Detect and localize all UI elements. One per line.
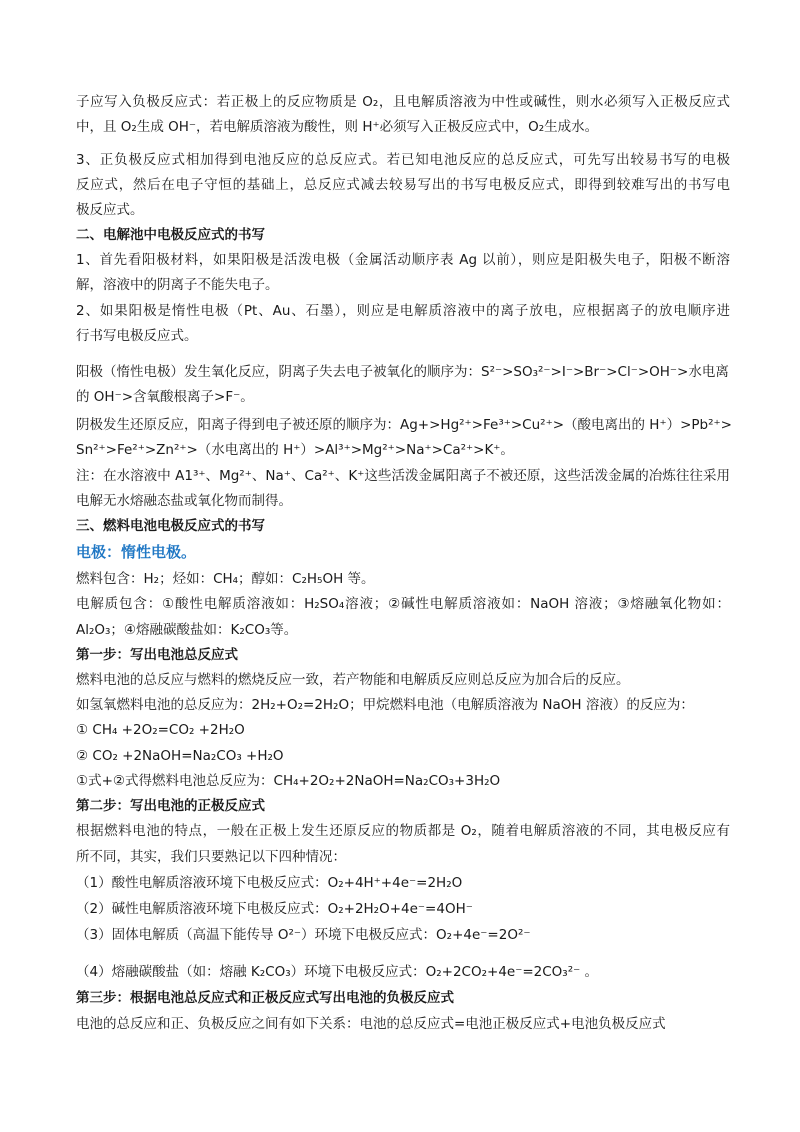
step-heading: 第二步：写出电池的正极反应式 xyxy=(76,798,265,814)
paragraph-line: 解，溶液中的阴离子不能失电子。 xyxy=(76,277,279,293)
step-heading: 第三步：根据电池总反应式和正极反应式写出电池的负极反应式 xyxy=(76,990,454,1006)
paragraph-line: 电解质包含：①酸性电解质溶液如：H₂SO₄溶液；②碱性电解质溶液如：NaOH 溶液；③熔融氧化物如： xyxy=(76,596,730,612)
equation-line: ① CH₄ +2O₂=CO₂ +2H₂O xyxy=(76,722,245,738)
paragraph-line: 燃料包含：H₂；烃如：CH₄；醇如：C₂H₅OH 等。 xyxy=(76,571,375,587)
paragraph-line: 阴极发生还原反应，阳离子得到电子被还原的顺序为：Ag+>Hg²⁺>Fe³⁺>Cu²⁺>（酸电离出的 H⁺）>Pb²⁺> xyxy=(76,417,732,433)
paragraph-line: 的 OH⁻>含氧酸根离子>F⁻。 xyxy=(76,389,254,405)
paragraph-line: Sn²⁺>Fe²⁺>Zn²⁺>（水电离出的 H⁺）>Al³⁺>Mg²⁺>Na⁺>Ca²⁺>K⁺。 xyxy=(76,442,514,458)
equation-line: （2）碱性电解质溶液环境下电极反应式：O₂+2H₂O+4e⁻=4OH⁻ xyxy=(76,901,473,917)
paragraph-line: 根据燃料电池的特点，一般在正极上发生还原反应的物质都是 O₂，随着电解质溶液的不同，其电极反应有 xyxy=(76,823,730,839)
paragraph-line: 极反应式。 xyxy=(76,202,144,218)
paragraph-line: 所不同，其实，我们只要熟记以下四种情况： xyxy=(76,849,346,865)
step-heading: 第一步：写出电池总反应式 xyxy=(76,647,238,663)
paragraph-line: 阳极（惰性电极）发生氧化反应，阴离子失去电子被氧化的顺序为：S²⁻>SO₃²⁻>I⁻>Br⁻>Cl⁻>OH⁻>水电离 xyxy=(76,364,729,380)
highlight-heading: 电极：惰性电极。 xyxy=(76,543,197,561)
paragraph-line: 行书写电极反应式。 xyxy=(76,328,198,344)
equation-line: ② CO₂ +2NaOH=Na₂CO₃ +H₂O xyxy=(76,748,284,764)
paragraph-line: 2、如果阳极是惰性电极（Pt、Au、石墨），则应是电解质溶液中的离子放电，应根据离子的放电顺序进 xyxy=(76,303,730,319)
paragraph-line: 子应写入负极反应式：若正极上的反应物质是 O₂，且电解质溶液为中性或碱性，则水必须写入正极反应式 xyxy=(76,94,730,110)
paragraph-line: 中，且 O₂生成 OH⁻，若电解质溶液为酸性，则 H⁺必须写入正极反应式中，O₂生成水。 xyxy=(76,119,599,135)
paragraph-line: 燃料电池的总反应与燃料的燃烧反应一致，若产物能和电解质反应则总反应为加合后的反应。 xyxy=(76,672,630,688)
section-heading: 二、电解池中电极反应式的书写 xyxy=(76,227,265,243)
paragraph-line: 1、首先看阳极材料，如果阳极是活泼电极（金属活动顺序表 Ag 以前），则应是阳极失电子，阳极不断溶 xyxy=(76,252,730,268)
paragraph-line: 电池的总反应和正、负极反应之间有如下关系：电池的总反应式=电池正极反应式+电池负极反应式 xyxy=(76,1016,666,1032)
paragraph-line: 电解无水熔融态盐或氧化物而制得。 xyxy=(76,493,292,509)
paragraph-line: Al₂O₃；④熔融碳酸盐如：K₂CO₃等。 xyxy=(76,622,298,638)
paragraph-line: 反应式，然后在电子守恒的基础上，总反应式减去较易写出的书写电极反应式，即得到较难写出的书写电 xyxy=(76,177,730,193)
paragraph-line: 注：在水溶液中 A1³⁺、Mg²⁺、Na⁺、Ca²⁺、K⁺这些活泼金属阳离子不被还原，这些活泼金属的冶炼往往采用 xyxy=(76,468,730,484)
equation-line: （1）酸性电解质溶液环境下电极反应式：O₂+4H⁺+4e⁻=2H₂O xyxy=(76,875,463,891)
paragraph-line: 3、正负极反应式相加得到电池反应的总反应式。若已知电池反应的总反应式，可先写出较易书写的电极 xyxy=(76,152,730,168)
section-heading: 三、燃料电池电极反应式的书写 xyxy=(76,518,265,534)
equation-line: （4）熔融碳酸盐（如：熔融 K₂CO₃）环境下电极反应式：O₂+2CO₂+4e⁻=2CO₃²⁻ 。 xyxy=(76,964,599,980)
equation-line: ①式+②式得燃料电池总反应为：CH₄+2O₂+2NaOH=Na₂CO₃+3H₂O xyxy=(76,773,501,789)
paragraph-line: 如氢氧燃料电池的总反应为：2H₂+O₂=2H₂O；甲烷燃料电池（电解质溶液为 NaOH 溶液）的反应为： xyxy=(76,697,694,713)
equation-line: （3）固体电解质（高温下能传导 O²⁻）环境下电极反应式：O₂+4e⁻=2O²⁻ xyxy=(76,927,531,943)
